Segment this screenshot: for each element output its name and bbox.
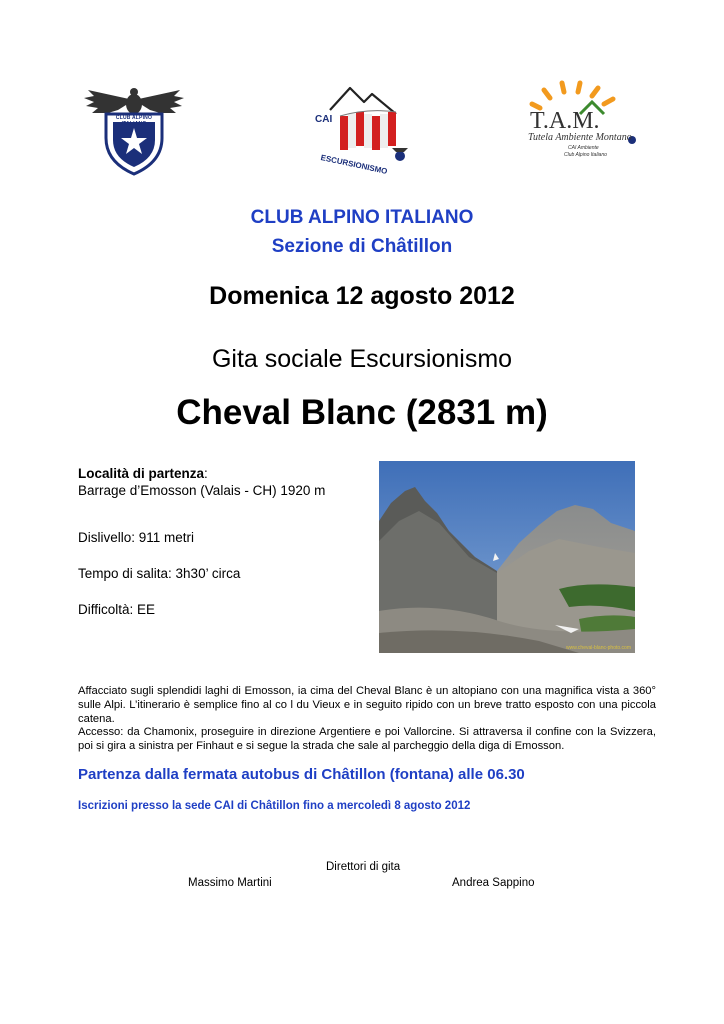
event-title: Cheval Blanc (2831 m) (176, 393, 548, 432)
registration-notice: Iscrizioni presso la sede CAI di Châtillon fino a mercoledì 8 agosto 2012 (78, 800, 471, 812)
cai-emblem-text: CLUB ALPINO ITALIANO (115, 115, 153, 127)
event-type: Gita sociale Escursionismo (211, 345, 513, 373)
tam-logo (520, 80, 650, 166)
photo-credit: www.cheval-blanc-photo.com (565, 645, 631, 651)
departure-colon: : (204, 466, 208, 481)
departure-label: Località di partenza (78, 466, 205, 481)
tam-subtitle-2: Club Alpino Italiano (564, 152, 607, 158)
ascent-time: Tempo di salita: 3h30’ circa (78, 566, 241, 581)
club-name: CLUB ALPINO ITALIANO (250, 207, 474, 228)
club-section: Sezione di Châtillon (271, 236, 453, 257)
mountain-photo (379, 461, 635, 653)
leader-2-name: Andrea Sappino (452, 877, 535, 889)
leaders-heading: Direttori di gita (326, 861, 401, 873)
tam-full-name: Tutela Ambiente Montano (528, 132, 632, 143)
tam-acronym: T.A.M. (530, 108, 600, 134)
escursionismo-label: ESCURSIONISMO (319, 153, 389, 176)
departure-label-line (78, 466, 208, 481)
tam-subtitle-1: CAI Ambiente (568, 145, 599, 151)
event-date: Domenica 12 agosto 2012 (209, 282, 515, 310)
departure-value: Barrage d’Emosson (Valais - CH) 1920 m (78, 483, 326, 498)
escursionismo-logo (312, 80, 412, 176)
leader-1-name: Massimo Martini (188, 877, 272, 889)
cai-emblem-logo (80, 86, 188, 178)
escursionismo-cai-text: CAI (315, 114, 333, 125)
departure-notice: Partenza dalla fermata autobus di Châtillon (fontana) alle 06.30 (78, 766, 525, 783)
description-paragraph-1: Affacciato sugli splendidi laghi di Emosson, ia cima del Cheval Blanc è un altopiano con una magnifica vista a 360° sulle Alpi. L’itinerario è semplice fino al co l du Vieux e in seguito ripido con un breve tratto esposto con una piccola catena. (78, 685, 656, 725)
elevation-gain: Dislivello: 911 metri (78, 530, 195, 545)
description-paragraph-2: Accesso: da Chamonix, proseguire in direzione Argentiere e poi Vallorcine. Si attraversa il confine con la Svizzera, poi si gira a sinistra per Finhaut e si segue la strada che sale al parcheggio della diga di Emosson. (78, 726, 656, 752)
difficulty: Difficoltà: EE (78, 602, 156, 617)
